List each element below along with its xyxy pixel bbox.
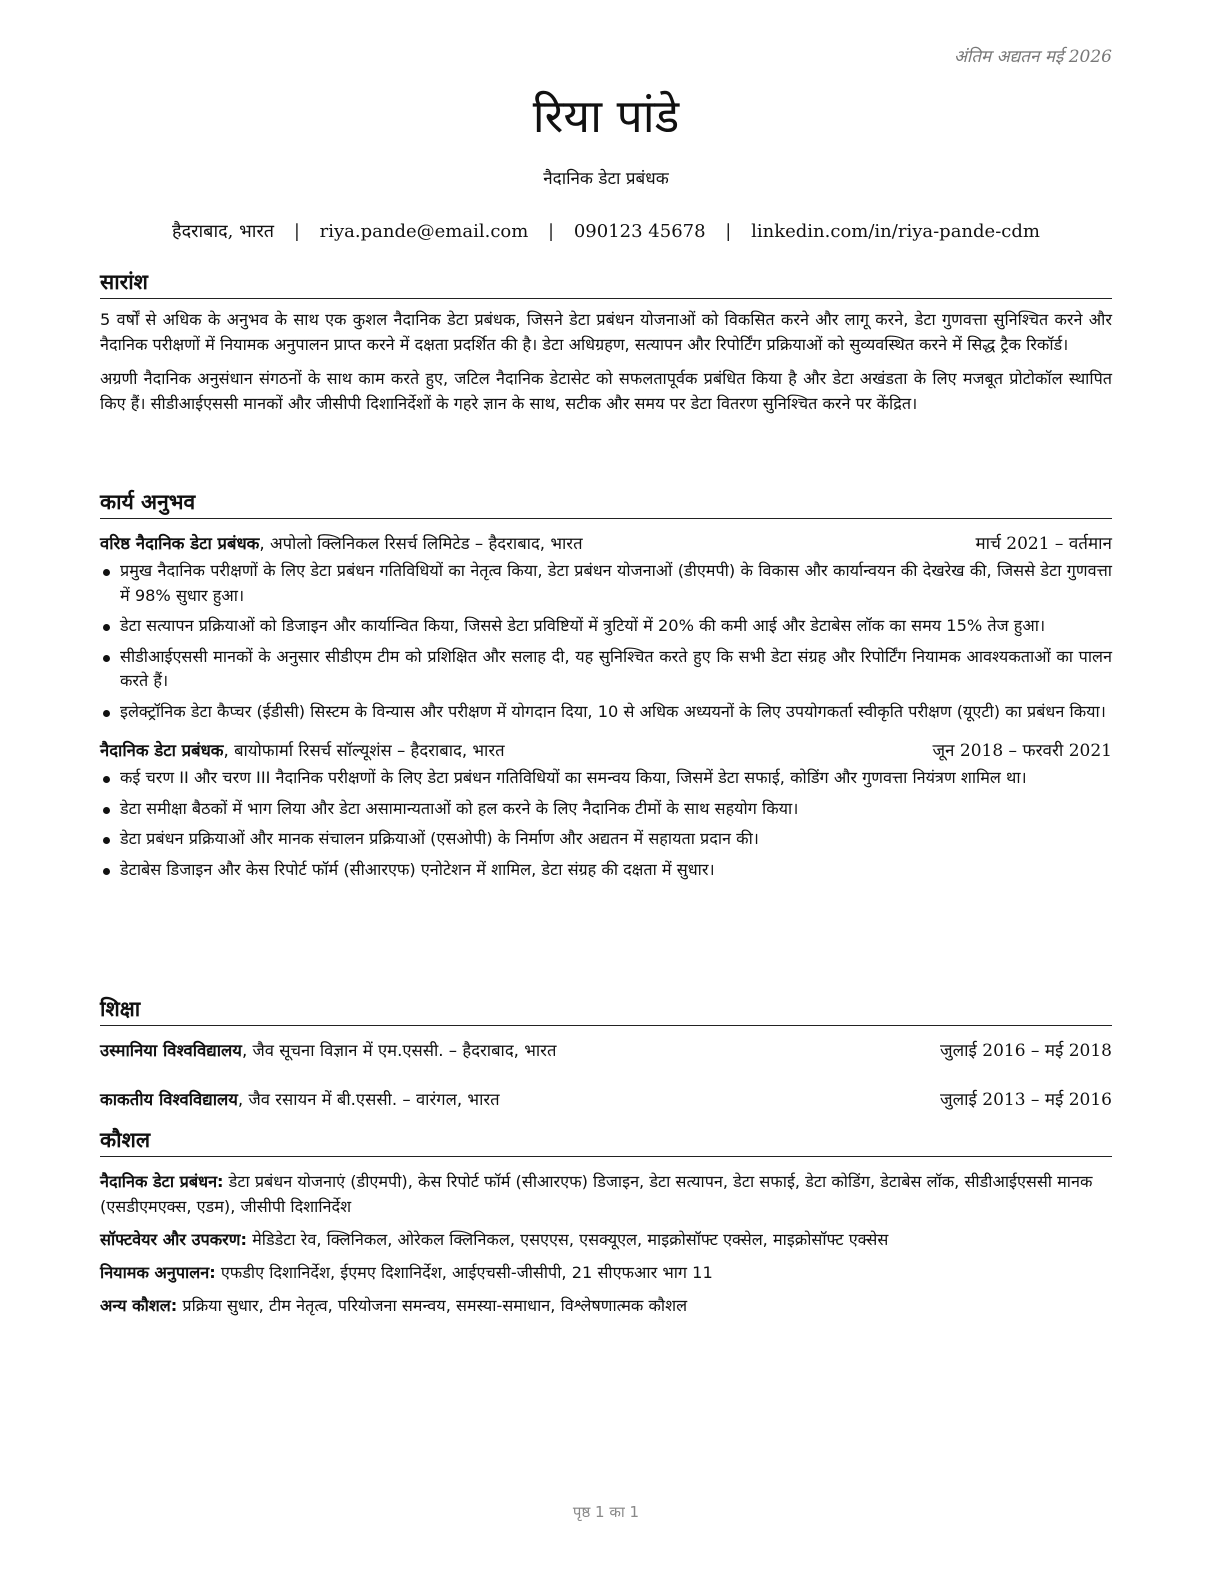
job-bullets (100, 559, 1112, 724)
job-bullet: डेटा सत्यापन प्रक्रियाओं को डिजाइन और कार्यान्वित किया, जिससे डेटा प्रविष्टियों में त्रुटियों में 20% की कमी आई और डेटाबेस लॉक का समय 15% तेज हुआ। (100, 614, 1112, 639)
skill-value: प्रक्रिया सुधार, टीम नेतृत्व, परियोजना समन्वय, समस्या-समाधान, विश्लेषणात्मक कौशल (177, 1296, 688, 1315)
contact-separator: | (293, 221, 300, 242)
education-line (100, 1087, 500, 1113)
skill-row (100, 1169, 1112, 1219)
skill-label: नियामक अनुपालन: (100, 1263, 216, 1282)
section-title-experience: कार्य अनुभव (100, 488, 1112, 519)
job-bullet: डेटाबेस डिजाइन और केस रिपोर्ट फॉर्म (सीआरएफ) एनोटेशन में शामिल, डेटा संग्रह की दक्षता में सुधार। (100, 858, 1112, 883)
candidate-name: रिया पांडे (532, 89, 680, 143)
summary-section (100, 268, 1112, 416)
education-dates: जुलाई 2016 – मई 2018 (939, 1041, 1112, 1061)
job-entry (100, 738, 1112, 882)
skill-row (100, 1260, 1112, 1285)
job-dates: जून 2018 – फरवरी 2021 (932, 741, 1112, 761)
job-title-line (100, 738, 505, 764)
last-updated: अंतिम अद्यतन मई 2026 (953, 47, 1112, 67)
education-entry (100, 1087, 1112, 1113)
education-line (100, 1038, 556, 1064)
education-detail: , जैव सूचना विज्ञान में एम.एससी. – हैदराबाद, भारत (241, 1041, 557, 1060)
summary-paragraph: अग्रणी नैदानिक अनुसंधान संगठनों के साथ काम करते हुए, जटिल नैदानिक डेटासेट को सफलतापूर्वक प्रबंधित किया है और डेटा अखंडता के लिए मजबूत प्रोटोकॉल स्थापित किए हैं। सीडीआईएससी मानकों और जीसीपी दिशानिर्देशों के गहरे ज्ञान के साथ, सटीक और समय पर डेटा वितरण सुनिश्चित करने पर केंद्रित। (100, 369, 1112, 413)
job-bullet: इलेक्ट्रॉनिक डेटा कैप्चर (ईडीसी) सिस्टम के विन्यास और परीक्षण में योगदान दिया, 10 से अधिक अध्ययनों के लिए उपयोगकर्ता स्वीकृति परीक्षण (यूएटी) का प्रबंधन किया। (100, 700, 1112, 725)
job-bullet: सीडीआईएससी मानकों के अनुसार सीडीएम टीम को प्रशिक्षित और सलाह दी, यह सुनिश्चित करते हुए कि सभी डेटा संग्रह और रिपोर्टिंग नियामक आवश्यकताओं का पालन करते हैं। (100, 645, 1112, 694)
contact-separator: | (725, 221, 732, 242)
skill-label: सॉफ्टवेयर और उपकरण: (100, 1230, 247, 1249)
contact-email[interactable]: riya.pande@email.com (319, 221, 529, 242)
job-organization: , बायोफार्मा रिसर्च सॉल्यूशंस – हैदराबाद, भारत (223, 741, 505, 760)
education-school: काकतीय विश्वविद्यालय (100, 1090, 238, 1109)
section-title-education: शिक्षा (100, 995, 1112, 1026)
job-organization: , अपोलो क्लिनिकल रिसर्च लिमिटेड – हैदराबाद, भारत (259, 534, 583, 553)
skills-section (100, 1126, 1112, 1318)
education-entry (100, 1038, 1112, 1064)
education-dates: जुलाई 2013 – मई 2016 (939, 1090, 1112, 1110)
contact-linkedin[interactable]: linkedin.com/in/riya-pande-cdm (751, 221, 1040, 242)
job-entry (100, 531, 1112, 724)
section-title-skills: कौशल (100, 1126, 1112, 1157)
skill-label: नैदानिक डेटा प्रबंधन: (100, 1172, 224, 1191)
resume-page (100, 0, 1112, 1584)
contact-line (100, 219, 1112, 243)
skill-value: एफडीए दिशानिर्देश, ईएमए दिशानिर्देश, आईएचसी-जीसीपी, 21 सीएफआर भाग 11 (215, 1263, 713, 1282)
job-bullet: डेटा प्रबंधन प्रक्रियाओं और मानक संचालन प्रक्रियाओं (एसओपी) के निर्माण और अद्यतन में सहायता प्रदान की। (100, 827, 1112, 852)
job-header (100, 531, 1112, 557)
job-bullet: डेटा समीक्षा बैठकों में भाग लिया और डेटा असामान्यताओं को हल करने के लिए नैदानिक टीमों के साथ सहयोग किया। (100, 797, 1112, 822)
skill-label: अन्य कौशल: (100, 1296, 178, 1315)
skill-value: मेडिडेटा रेव, क्लिनिकल, ओरेकल क्लिनिकल, एसएएस, एसक्यूएल, माइक्रोसॉफ्ट एक्सेल, माइक्रोसॉफ्ट एक्सेस (246, 1230, 889, 1249)
education-school: उस्मानिया विश्वविद्यालय (100, 1041, 242, 1060)
section-title-summary: सारांश (100, 268, 1112, 299)
contact-separator: | (548, 221, 555, 242)
job-bullet: कई चरण II और चरण III नैदानिक परीक्षणों के लिए डेटा प्रबंधन गतिविधियों का समन्वय किया, जिसमें डेटा सफाई, कोडिंग और गुणवत्ता नियंत्रण शामिल था। (100, 766, 1112, 791)
page-number: पृष्ठ 1 का 1 (572, 1503, 640, 1521)
experience-section (100, 488, 1112, 888)
job-bullet: प्रमुख नैदानिक परीक्षणों के लिए डेटा प्रबंधन गतिविधियों का नेतृत्व किया, डेटा प्रबंधन योजनाओं (डीएमपी) के विकास और कार्यान्वयन की देखरेख की, जिससे डेटा गुणवत्ता में 98% सुधार हुआ। (100, 559, 1112, 608)
skill-value: डेटा प्रबंधन योजनाएं (डीएमपी), केस रिपोर्ट फॉर्म (सीआरएफ) डिजाइन, डेटा सत्यापन, डेटा सफाई, डेटा कोडिंग, डेटाबेस लॉक, सीडीआईएससी मानक (एसडीएमएक्स, एडम), जीसीपी दिशानिर्देश (100, 1172, 1093, 1216)
job-position: नैदानिक डेटा प्रबंधक (100, 741, 224, 760)
candidate-role: नैदानिक डेटा प्रबंधक (543, 169, 669, 189)
skill-row (100, 1293, 1112, 1318)
education-detail: , जैव रसायन में बी.एससी. – वारंगल, भारत (237, 1090, 500, 1109)
job-position: वरिष्ठ नैदानिक डेटा प्रबंधक (100, 534, 260, 553)
job-header (100, 738, 1112, 764)
job-dates: मार्च 2021 – वर्तमान (975, 534, 1112, 554)
job-title-line (100, 531, 583, 557)
summary-paragraph: 5 वर्षों से अधिक के अनुभव के साथ एक कुशल नैदानिक डेटा प्रबंधक, जिसने डेटा प्रबंधन योजनाओं को विकसित करने और लागू करने, डेटा गुणवत्ता सुनिश्चित करने और नैदानिक परीक्षणों में नियामक अनुपालन प्राप्त करने में दक्षता प्रदर्शित की है। डेटा अधिग्रहण, सत्यापन और रिपोर्टिंग प्रक्रियाओं को सुव्यवस्थित करने में सिद्ध ट्रैक रिकॉर्ड। (100, 310, 1112, 354)
skill-row (100, 1227, 1112, 1252)
job-bullets (100, 766, 1112, 882)
contact-phone[interactable]: 090123 45678 (573, 221, 706, 242)
contact-location: हैदराबाद, भारत (172, 221, 275, 242)
education-section (100, 995, 1112, 1113)
